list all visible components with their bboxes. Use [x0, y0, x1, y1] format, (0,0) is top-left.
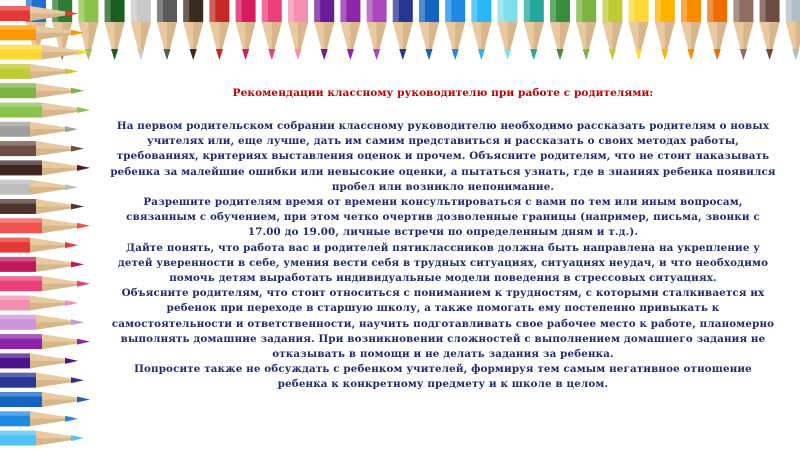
pencil-top: [105, 0, 125, 60]
pencil-left: [0, 353, 78, 368]
pencil-top: [314, 0, 334, 60]
pencil-top: [445, 0, 465, 60]
pencil-top: [681, 0, 701, 60]
pencil-top: [340, 0, 360, 60]
recommendation-paragraph-2: Разрешите родителям время от времени консультироваться с вами по тем или иным вопросам, связанным с обучением, при этом четко очертив дозволенные границы (например, письма, звонки с 17.00 до 19.00, личные встречи по определенным дням и т.д.).: [126, 196, 760, 239]
pencil-top: [209, 0, 229, 60]
pencil-left: [0, 64, 78, 79]
pencil-left: [0, 238, 78, 253]
pencil-top: [524, 0, 544, 60]
pencil-left: [0, 276, 90, 291]
slide-content: [108, 80, 778, 420]
recommendation-paragraph-4: Объясните родителям, что стоит относиться с пониманием к трудностям, с которыми сталкивается их ребенок при переходе в старшую школу, а также помогать ему постепенно привыкать к самостоятельности и ответственности, научить подготавливать свое рабочее место к работе, планомерно выполнять домашние задания. При возникновении сложностей с выполнением домашнего задания не отказывать в помощи и не делать задания за ребенка.: [111, 287, 775, 361]
pencil-left: [0, 296, 78, 311]
pencil-left: [0, 180, 78, 195]
pencil-top: [498, 0, 518, 60]
pencil-left: [0, 373, 84, 388]
recommendation-paragraph-1: На первом родительском собрании классному руководителю необходимо рассказать родителям о новых учителях или, еще лучше, дать им самим представиться и рассказать о своих методах работы, требованиях, критериях выставления оценок и прочем. Объясните родителям, что не стоит наказывать ребенка за малейшие ошибки или невысокие оценки, а пытаться узнать, где в знаниях ребенка появился пробел или возникло непонимание.: [110, 120, 776, 193]
pencil-left: [0, 257, 84, 272]
pencil-left: [0, 431, 84, 446]
pencil-top: [602, 0, 622, 60]
pencil-top: [262, 0, 282, 60]
recommendation-paragraph-5: Попросите также не обсуждать с ребенком учителей, формируя тем самым негативное отношение ребенка к конкретному предмету и к школе в целом.: [134, 363, 752, 391]
pencil-left: [0, 83, 84, 98]
pencil-top: [131, 0, 151, 60]
pencil-top: [367, 0, 387, 60]
pencil-top: [471, 0, 491, 60]
pencil-left: [0, 392, 90, 407]
pencil-left: [0, 103, 90, 118]
pencil-left: [0, 160, 90, 175]
recommendation-paragraph-3: Дайте понять, что работа вас и родителей пятиклассников должна быть направлена на укрепление у детей уверенности в себе, умения вести себя в трудных ситуациях, ситуациях неудач, и что необходимо помочь детям выработать индивидуальные модели поведения в стрессовых ситуациях.: [117, 241, 769, 285]
pencil-left: [0, 199, 84, 214]
pencil-top: [576, 0, 596, 60]
pencil-top: [550, 0, 570, 60]
pencil-top: [393, 0, 413, 60]
pencil-top: [786, 0, 800, 60]
pencil-top: [419, 0, 439, 60]
pencil-top: [629, 0, 649, 60]
pencil-top: [760, 0, 780, 60]
pencil-left: [0, 122, 78, 137]
pencil-top: [288, 0, 308, 60]
pencil-top: [733, 0, 753, 60]
pencil-left: [0, 45, 90, 60]
slide-title: Рекомендации классному руководителю при работе с родителями:: [232, 87, 654, 99]
pencil-left: [0, 141, 84, 156]
pencil-left: [0, 25, 84, 40]
pencil-top: [236, 0, 256, 60]
pencil-left: [0, 218, 90, 233]
pencil-left: [0, 334, 90, 349]
pencil-left: [0, 315, 84, 330]
pencil-left: [0, 411, 78, 426]
pencil-top: [655, 0, 675, 60]
pencil-top: [157, 0, 177, 60]
pencil-top: [707, 0, 727, 60]
pencil-top: [183, 0, 203, 60]
